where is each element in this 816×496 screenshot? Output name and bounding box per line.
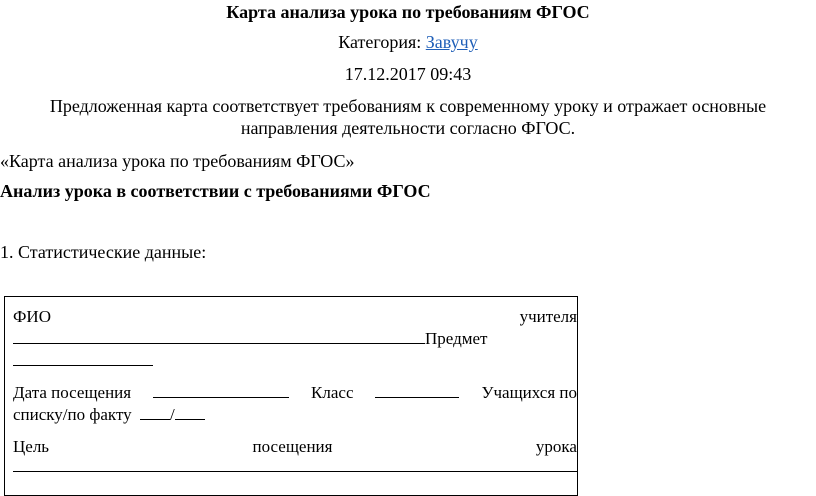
- intro-line-2: направления деятельности согласно ФГОС.: [240, 118, 576, 138]
- class-label: Класс: [311, 383, 354, 402]
- in-fact-blank-line[interactable]: [175, 405, 205, 420]
- purpose-blank-line[interactable]: [13, 457, 577, 472]
- by-list-blank-line[interactable]: [140, 405, 170, 420]
- subject-blank-line[interactable]: [13, 351, 153, 366]
- category-label: Категория:: [338, 32, 422, 52]
- students-label: Учащихся по: [481, 383, 577, 402]
- category-link[interactable]: Завучу: [425, 32, 478, 52]
- teacher-label: учителя: [519, 307, 577, 326]
- subject-label: Предмет: [425, 329, 488, 348]
- subsection-heading: 1. Статистические данные:: [0, 242, 207, 262]
- fraction-separator: /: [169, 405, 175, 424]
- section-heading: Анализ урока в соответствии с требованиями ФГОС: [0, 181, 431, 201]
- visit-date-blank-line[interactable]: [153, 383, 289, 398]
- form-row-fio: [13, 307, 577, 327]
- statistics-form-box: [4, 296, 578, 496]
- form-row-subject-blank: [13, 351, 577, 371]
- form-row-date-class: [13, 383, 577, 403]
- form-row-students-count: [13, 405, 577, 425]
- fio-label: ФИО: [13, 307, 51, 326]
- document-title: Карта анализа урока по требованиям ФГОС: [226, 2, 590, 22]
- lesson-label: урока: [535, 437, 577, 456]
- quoted-title: «Карта анализа урока по требованиям ФГОС»: [0, 151, 355, 171]
- class-blank-line[interactable]: [375, 383, 459, 398]
- intro-line-1: Предложенная карта соответствует требованиям к современному уроку и отражает основные: [49, 96, 767, 116]
- category-line: [0, 32, 816, 53]
- fio-blank-line[interactable]: [13, 329, 425, 344]
- visit-date-label: Дата посещения: [13, 383, 132, 402]
- purpose-label: Цель: [13, 437, 50, 456]
- visit-label: посещения: [252, 437, 333, 456]
- form-row-purpose: [13, 437, 577, 457]
- publish-datetime: 17.12.2017 09:43: [344, 64, 472, 84]
- form-row-subject: [13, 329, 577, 349]
- by-list-label: списку/по факту: [13, 405, 132, 424]
- form-row-purpose-blank: [13, 457, 577, 477]
